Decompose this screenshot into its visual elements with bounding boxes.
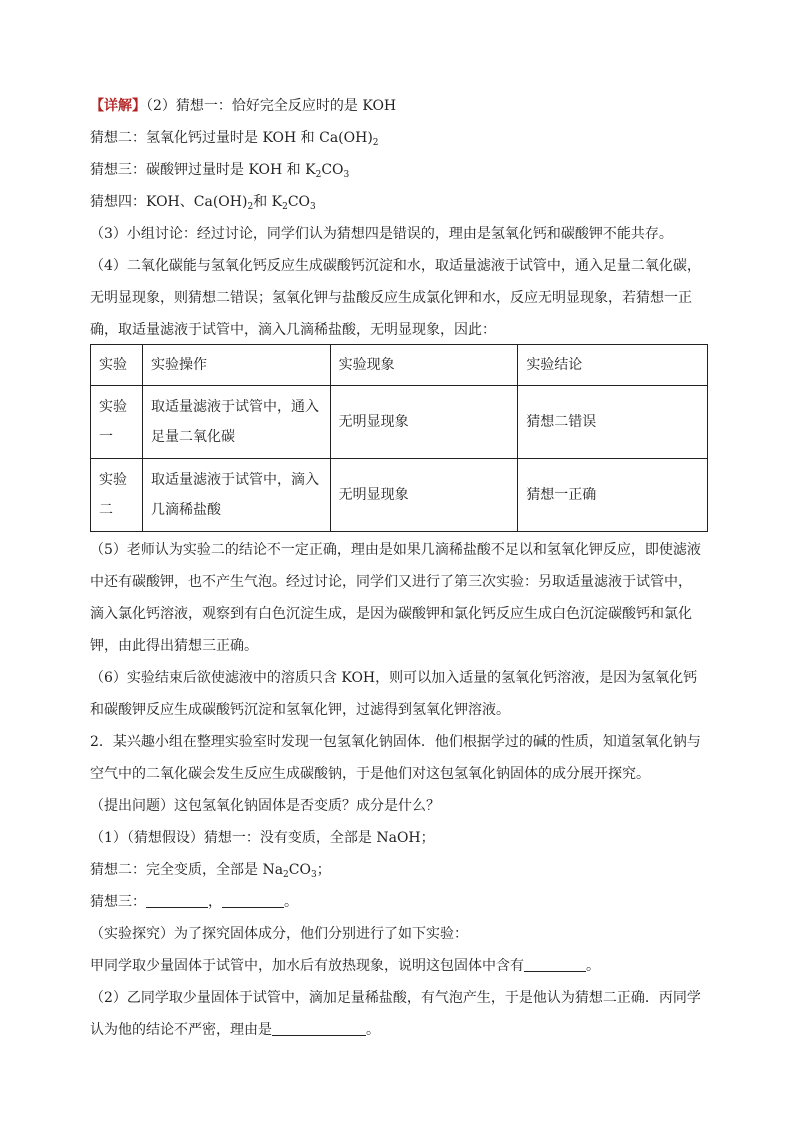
question-2-line-2: 空气中的二氧化碳会发生反应生成碳酸钠，于是他们对这包氢氧化钠固体的成分展开探究。 xyxy=(90,766,650,782)
answer-blank[interactable] xyxy=(524,957,586,972)
hypothesis-2: 猜想二：完全变质，全部是 $Na_2CO_3$； xyxy=(90,862,331,880)
experiment-conclusion: 猜想一正确 xyxy=(518,459,708,532)
analysis-line-1: （4）二氧化碳能与氢氧化钙反应生成碳酸钙沉淀和水，取适量滤液于试管中，通入足量二氧化碳， xyxy=(90,258,701,274)
teacher-note-line-4: 钾，由此得出猜想三正确。 xyxy=(90,638,258,654)
answer-blank[interactable] xyxy=(222,893,284,908)
conclusion-line-2: 和碳酸钾反应生成碳酸钙沉淀和氢氧化钾，过滤得到氢氧化钾溶液。 xyxy=(90,702,510,718)
table-row xyxy=(91,459,708,532)
table-header: 实验操作 xyxy=(142,345,330,386)
teacher-note-line-3: 滴入氯化钙溶液，观察到有白色沉淀生成，是因为碳酸钾和氯化钙反应生成白色沉淀碳酸钙和氯化 xyxy=(90,606,692,622)
answer-line-1: 【详解】（2）猜想一：恰好完全反应时的是 KOH xyxy=(90,98,397,114)
exploration-yi: （2）乙同学取少量固体于试管中，滴加足量稀盐酸，有气泡产生，于是他认为猜想二正确．丙同学 xyxy=(90,990,701,1006)
discussion-line: （3）小组讨论：经过讨论，同学们认为猜想四是错误的，理由是氢氧化钙和碳酸钾不能共存。 xyxy=(90,226,673,242)
answer-blank[interactable] xyxy=(146,893,208,908)
analysis-line-2: 无明显现象，则猜想二错误；氢氧化钾与盐酸反应生成氯化钾和水，反应无明显现象，若猜想一正 xyxy=(90,290,692,306)
answer-line-4: 猜想四：KOH、$Ca(OH)_2$和 $K_2CO_3$ xyxy=(90,194,316,212)
question-2-line-1: 2．某兴趣小组在整理实验室时发现一包氢氧化钠固体．他们根据学过的碱的性质，知道氢氧化钠与 xyxy=(90,734,701,750)
detail-tag: 【详解】 xyxy=(90,98,146,114)
table-header: 实验结论 xyxy=(518,345,708,386)
experiment-operation: 取适量滤液于试管中，通入 足量二氧化碳 xyxy=(142,386,330,459)
teacher-note-line-1: （5）老师认为实验二的结论不一定正确，理由是如果几滴稀盐酸不足以和氢氧化钾反应，即使滤液 xyxy=(90,542,701,558)
experiment-operation: 取适量滤液于试管中，滴入 几滴稀盐酸 xyxy=(142,459,330,532)
answer-line-3: 猜想三：碳酸钾过量时是 KOH 和 $K_2CO_3$ xyxy=(90,162,350,180)
exploration-bing: 认为他的结论不严密，理由是 。 xyxy=(90,1022,380,1038)
table-header: 实验 xyxy=(91,345,143,386)
table-header: 实验现象 xyxy=(330,345,518,386)
answer-line-2: 猜想二：氢氧化钙过量时是 KOH 和 $Ca(OH)_2$ xyxy=(90,130,379,148)
teacher-note-line-2: 中还有碳酸钾，也不产生气泡。经过讨论，同学们又进行了第三次实验：另取适量滤液于试管中， xyxy=(90,574,692,590)
question-2-problem: （提出问题）这包氢氧化钠固体是否变质？成分是什么？ xyxy=(90,798,440,814)
experiment-name: 实验 一 xyxy=(91,386,143,459)
experiment-conclusion: 猜想二错误 xyxy=(518,386,708,459)
experiment-name: 实验 二 xyxy=(91,459,143,532)
experiment-table xyxy=(90,344,708,532)
answer-blank[interactable] xyxy=(272,1021,366,1036)
conclusion-line-1: （6）实验结束后欲使滤液中的溶质只含 KOH，则可以加入适量的氢氧化钙溶液，是因为氢氧化钙 xyxy=(90,670,698,686)
hypothesis-1: （1）（猜想假设）猜想一：没有变质，全部是 NaOH； xyxy=(90,830,435,846)
table-header-row xyxy=(91,345,708,386)
table-row xyxy=(91,386,708,459)
experiment-phenomenon: 无明显现象 xyxy=(330,386,518,459)
exploration-intro: （实验探究）为了探究固体成分，他们分别进行了如下实验： xyxy=(90,926,468,942)
exploration-jia: 甲同学取少量固体于试管中，加水后有放热现象，说明这包固体中含有 。 xyxy=(90,958,600,974)
hypothesis-3: 猜想三： ， 。 xyxy=(90,894,298,910)
experiment-phenomenon: 无明显现象 xyxy=(330,459,518,532)
analysis-line-3: 确，取适量滤液于试管中，滴入几滴稀盐酸，无明显现象，因此： xyxy=(90,322,496,338)
